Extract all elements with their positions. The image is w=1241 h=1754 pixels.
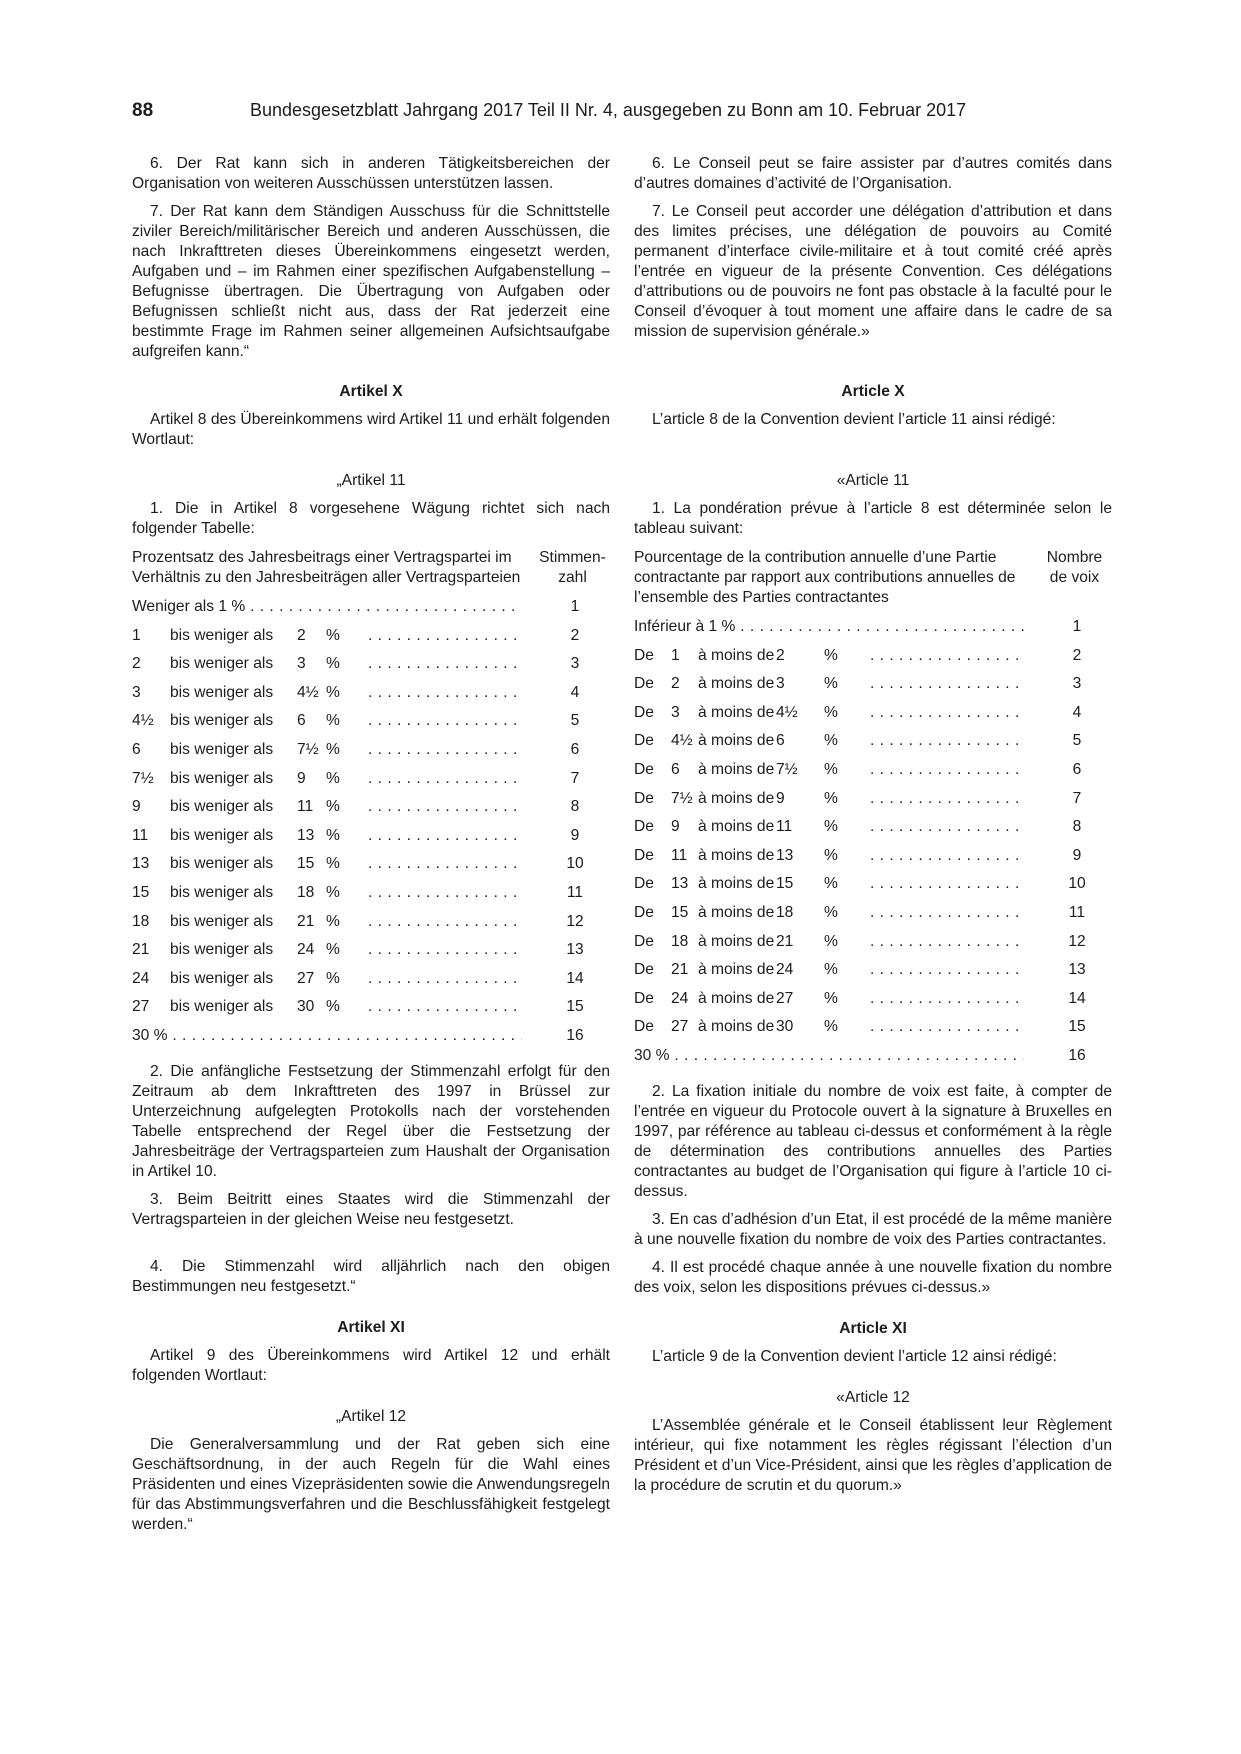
row-to: 24 [776,961,794,979]
row-de: De [634,703,654,721]
table-row [634,986,1112,1015]
de-article-11-heading: „Artikel 11 [336,472,406,489]
fr-article-11-paragraph-3: 3. En cas d’adhésion d’un Etat, il est procédé de la même manière à une nouvelle fixation du nombre de voix des Parties contractantes. [634,1210,1112,1248]
row-from: 1 [671,646,680,664]
row-to: 27 [776,989,794,1007]
de-article-xi-text: Artikel 9 des Übereinkommens wird Artikel 12 und erhält folgenden Wortlaut: [132,1346,610,1384]
row-from: 24 [671,989,689,1007]
fr-table-header [634,548,1112,608]
row-percent: % [326,626,340,644]
row-label: bis weniger als [170,769,274,787]
row-leader [368,769,522,789]
row-leader [870,703,1024,723]
row-label: bis weniger als [170,912,274,930]
row-votes: 16 [1068,1046,1086,1064]
row-from: 27 [132,998,150,1016]
french-column [634,154,1112,1496]
row-leader [870,817,1024,837]
row-percent: % [824,732,838,750]
row-votes: 11 [1068,903,1086,921]
row-leader [870,932,1024,952]
row-from: 4½ [132,712,154,730]
row-percent: % [326,883,340,901]
row-to: 9 [297,769,306,787]
row-leader [870,760,1024,780]
row-percent: % [326,712,340,730]
row-label: à moins de [698,846,775,864]
row-to: 3 [776,675,785,693]
row-leader [368,711,522,731]
fr-article-12-text: L’Assemblée générale et le Conseil établissent leur Règlement intérieur, qui fixe notamment les règles régissant l’élection d’un Président et d’un Vice-Président, ainsi que les règles d’application de la procédure de scrutin et du quorum.» [634,1416,1112,1494]
row-label: bis weniger als [170,712,274,730]
row-to: 21 [297,912,315,930]
row-from: 3 [132,683,141,701]
row-leader [368,654,522,674]
table-row [634,929,1112,958]
row-de: De [634,961,654,979]
de-article-12-text: Die Generalversammlung und der Rat geben sich eine Geschäftsordnung, in der auch Regeln für die Wahl eines Präsidenten und eines Vizepräsidenten sowie die Anwendungsregeln für das Abstimmungsverfahren und die Beschlussfähigkeit festgelegt werden.“ [132,1435,610,1533]
row-leader [368,740,522,760]
row-votes: 5 [1072,732,1082,750]
row-to: 6 [297,712,306,730]
running-title: Bundesgesetzblatt Jahrgang 2017 Teil II Nr. 4, ausgegeben zu Bonn am 10. Februar 2017 [250,100,967,120]
row-percent: % [824,932,838,950]
row-from: 9 [671,818,680,836]
row-leader [368,854,522,874]
row-percent: % [824,818,838,836]
row-leader [368,912,522,932]
row-votes: 9 [570,826,580,844]
row-from: 11 [671,846,688,864]
row-to: 9 [776,789,785,807]
row-from: 21 [132,941,150,959]
row-percent: % [824,760,838,778]
de-article-12-heading: „Artikel 12 [335,1407,407,1425]
row-from: 11 [132,826,149,844]
row-leader [368,883,522,903]
fr-article-x-heading: Article X [841,383,905,400]
row-label: bis weniger als [170,969,274,987]
row-label: bis weniger als [170,740,274,758]
row-to: 21 [776,932,794,950]
table-row [634,614,1112,643]
row-to: 24 [297,941,315,959]
row-to: 4½ [297,683,319,701]
de-vote-table [132,594,610,1052]
row-leader [368,940,522,960]
row-label: bis weniger als [170,826,274,844]
row-percent: % [326,855,340,873]
de-table-header-left: Prozentsatz des Jahresbeitrags einer Vertragspartei im Verhältnis zu den Jahresbeiträgen aller Vertragsparteien [132,549,521,586]
row-percent: % [824,675,838,693]
row-percent: % [824,789,838,807]
row-de: De [634,1018,654,1036]
table-row [132,594,610,623]
row-to: 2 [776,646,785,664]
row-votes: 7 [570,769,580,787]
row-to: 2 [297,626,306,644]
row-to: 15 [776,875,794,893]
row-to: 13 [776,846,794,864]
row-from: 7½ [132,769,154,787]
row-to: 7½ [776,760,798,778]
row-leader [368,997,522,1017]
row-to: 4½ [776,703,798,721]
row-votes: 3 [1072,675,1082,693]
row-label: à moins de [698,646,775,664]
row-label: 30 % . . . [132,1026,522,1046]
row-leader [870,789,1024,809]
row-votes: 15 [1068,1018,1086,1036]
row-to: 7½ [297,740,319,758]
table-row [634,643,1112,672]
row-from: 24 [132,969,150,987]
row-percent: % [326,683,340,701]
row-to: 6 [776,732,785,750]
row-votes: 8 [570,798,580,816]
row-label: à moins de [698,932,775,950]
row-label: à moins de [698,789,775,807]
row-percent: % [326,826,340,844]
row-votes: 2 [570,626,580,644]
de-table-header-right: Stimmenzahl [539,549,606,586]
row-leader [368,797,522,817]
table-row [634,728,1112,757]
table-row [132,880,610,909]
fr-paragraph-6: 6. Le Conseil peut se faire assister par d’autres comités dans d’autres domaines d’activité de l’Organisation. [634,155,1112,192]
row-percent: % [824,1018,838,1036]
row-leader [870,646,1024,666]
row-label: Weniger als 1 % . . . [132,597,522,617]
row-votes: 13 [1068,961,1086,979]
row-percent: % [326,912,340,930]
row-from: 6 [132,740,141,758]
row-votes: 2 [1072,646,1082,664]
row-percent: % [824,989,838,1007]
row-de: De [634,932,654,950]
row-from: 2 [132,655,141,673]
row-de: De [634,875,654,893]
row-label: 30 % . . . [634,1046,1024,1066]
row-de: De [634,646,654,664]
row-label: Inférieur à 1 % . . . [634,617,1024,637]
row-leader [870,874,1024,894]
row-de: De [634,903,654,921]
row-leader [368,626,522,646]
row-label: à moins de [698,1018,775,1036]
row-votes: 10 [566,855,584,873]
row-from: 9 [132,798,141,816]
row-percent: % [326,998,340,1016]
row-leader [870,989,1024,1009]
row-label: à moins de [698,760,775,778]
table-row [132,909,610,938]
row-de: De [634,789,654,807]
de-article-x-heading: Artikel X [339,383,403,400]
table-row [634,700,1112,729]
row-votes: 15 [566,998,584,1016]
fr-article-11-heading: «Article 11 [836,472,910,489]
row-percent: % [326,655,340,673]
fr-table-header-right: Nombre de voix [1046,549,1103,586]
row-label: bis weniger als [170,855,274,873]
table-row [132,651,610,680]
row-votes: 14 [566,969,584,987]
row-from: 2 [671,675,680,693]
table-row [634,900,1112,929]
row-label: bis weniger als [170,998,274,1016]
de-article-11-paragraph-2: 2. Die anfängliche Festsetzung der Stimmenzahl erfolgt für den Zeitraum ab dem Inkrafttreten des 1997 in Brüssel zur Unterzeichnung aufgelegten Protokolls nach der vorstehenden Tabelle entsprechend der Regel über die Festsetzung der Jahresbeiträge der Vertragsparteien zum Haushalt der Organisation in Artikel 10. [132,1062,610,1180]
row-percent: % [326,798,340,816]
row-votes: 12 [1068,932,1086,950]
row-percent: % [326,969,340,987]
table-row [132,851,610,880]
row-from: 15 [132,883,150,901]
row-label: bis weniger als [170,683,274,701]
row-percent: % [326,941,340,959]
row-votes: 7 [1072,789,1082,807]
fr-article-xi-text: L’article 9 de la Convention devient l’article 12 ainsi rédigé: [652,1347,1057,1365]
row-de: De [634,675,654,693]
row-leader [870,674,1024,694]
row-de: De [634,732,654,750]
row-from: 18 [132,912,150,930]
row-from: 4½ [671,732,693,750]
de-article-11-paragraph-3: 3. Beim Beitritt eines Staates wird die Stimmenzahl der Vertragsparteien in der gleichen Weise neu festgesetzt. [132,1190,610,1228]
table-row [634,843,1112,872]
row-votes: 5 [570,712,580,730]
row-votes: 13 [566,941,584,959]
page-header [132,100,1112,130]
table-row [132,680,610,709]
row-label: à moins de [698,989,775,1007]
row-from: 7½ [671,789,693,807]
row-label: à moins de [698,875,775,893]
row-percent: % [824,961,838,979]
row-label: bis weniger als [170,941,274,959]
fr-article-11-paragraph-2: 2. La fixation initiale du nombre de voix est faite, à compter de l’entrée en vigueur du Protocole ouvert à la signature à Bruxelles en 1997, par référence au tableau ci-dessus et conformément à la règle de détermination des contributions annuelles des Parties contractantes au budget de l’Organisation qui figure à l’article 10 ci-dessus. [634,1082,1112,1200]
row-label: bis weniger als [170,626,274,644]
row-votes: 9 [1072,846,1082,864]
de-paragraph-6: 6. Der Rat kann sich in anderen Tätigkeitsbereichen der Organisation von weiteren Ausschüssen unterstützen lassen. [132,155,610,192]
row-leader [368,969,522,989]
row-from: 18 [671,932,689,950]
table-row [634,1014,1112,1043]
row-votes: 3 [570,655,580,673]
row-from: 13 [671,875,689,893]
row-to: 18 [297,883,315,901]
row-from: 21 [671,961,689,979]
row-to: 30 [776,1018,794,1036]
fr-paragraph-7: 7. Le Conseil peut accorder une délégation d’attribution et dans des limites précises, une délégation de pouvoirs au Comité permanent d’interface civile-militaire et à tout comité créé après l’entrée en vigueur de la présente Convention. Ces délégations d’attributions ou de pouvoirs ne font pas obstacle à la faculté pour le Conseil d’évoquer à tout moment une affaire dans le cadre de sa mission de supervision générale.» [634,203,1112,340]
row-to: 15 [297,855,315,873]
fr-article-xi-heading: Article XI [839,1319,907,1337]
row-de: De [634,846,654,864]
page-number: 88 [132,100,154,121]
row-leader [870,1017,1024,1037]
german-column [132,154,610,1535]
row-label: à moins de [698,818,775,836]
table-row [634,957,1112,986]
table-row [634,1043,1112,1072]
table-row [634,757,1112,786]
de-article-11-paragraph-4: 4. Die Stimmenzahl wird alljährlich nach den obigen Bestimmungen neu festgesetzt.“ [132,1257,610,1295]
table-row [634,671,1112,700]
row-to: 3 [297,655,306,673]
row-votes: 16 [566,1026,584,1044]
fr-article-11-paragraph-1: 1. La pondération prévue à l’article 8 est déterminée selon le tableau suivant: [634,500,1112,537]
table-row [132,966,610,995]
row-from: 1 [132,626,141,644]
table-row [634,871,1112,900]
row-label: bis weniger als [170,655,274,673]
de-article-xi-heading: Artikel XI [337,1318,405,1336]
fr-article-x-text: L’article 8 de la Convention devient l’article 11 ainsi rédigé: [652,411,1056,428]
row-to: 30 [297,998,315,1016]
row-votes: 14 [1068,989,1086,1007]
row-votes: 11 [566,883,584,901]
row-to: 27 [297,969,315,987]
row-leader [870,731,1024,751]
row-votes: 1 [570,598,580,615]
row-label: à moins de [698,732,775,750]
table-row [132,623,610,652]
row-to: 18 [776,903,794,921]
row-leader [870,903,1024,923]
row-from: 6 [671,760,680,778]
row-votes: 4 [570,683,580,701]
row-percent: % [824,875,838,893]
table-row [132,937,610,966]
row-from: 3 [671,703,680,721]
row-votes: 10 [1068,875,1086,893]
table-row [132,794,610,823]
table-row [132,708,610,737]
row-leader [368,826,522,846]
row-leader [870,846,1024,866]
de-article-11-paragraph-1: 1. Die in Artikel 8 vorgesehene Wägung richtet sich nach folgender Tabelle: [132,500,610,537]
de-table-header [132,548,610,588]
row-votes: 12 [566,912,584,930]
row-label: bis weniger als [170,883,274,901]
row-from: 15 [671,903,689,921]
row-percent: % [326,740,340,758]
table-row [634,814,1112,843]
row-percent: % [326,769,340,787]
row-leader [870,960,1024,980]
row-de: De [634,818,654,836]
row-label: à moins de [698,675,775,693]
row-from: 27 [671,1018,689,1036]
row-label: bis weniger als [170,798,274,816]
table-row [132,1023,610,1052]
fr-vote-table [634,614,1112,1072]
row-label: à moins de [698,703,775,721]
row-votes: 1 [1072,618,1082,635]
de-paragraph-7: 7. Der Rat kann dem Ständigen Ausschuss für die Schnittstelle ziviler Bereich/militärischer Bereich und anderen Ausschüssen, die nach Inkrafttreten dieses Übereinkommens eingesetzt werden, Aufgaben und – im Rahmen einer spezifischen Aufgabenstellung – Befugnisse übertragen. Die Übertragung von Aufgaben oder Befugnissen schließt nicht aus, dass der Rat jederzeit eine bestimmte Frage im Rahmen seiner allgemeinen Aufsichtsaufgabe aufgreifen kann.“ [132,203,610,360]
row-votes: 6 [1072,760,1082,778]
row-percent: % [824,703,838,721]
table-row [132,737,610,766]
row-to: 11 [297,798,314,816]
de-article-x-text: Artikel 8 des Übereinkommens wird Artikel 11 und erhält folgenden Wortlaut: [132,411,610,448]
table-row [132,994,610,1023]
row-de: De [634,760,654,778]
fr-article-12-heading: «Article 12 [836,1388,910,1406]
row-to: 13 [297,826,315,844]
fr-article-11-paragraph-4: 4. Il est procédé chaque année à une nouvelle fixation du nombre des voix, selon les dispositions prévues ci-dessus.» [634,1258,1112,1296]
row-leader [368,683,522,703]
row-label: à moins de [698,961,775,979]
row-votes: 6 [570,740,580,758]
row-de: De [634,989,654,1007]
row-to: 11 [776,818,793,836]
row-from: 13 [132,855,150,873]
row-percent: % [824,903,838,921]
row-votes: 8 [1072,818,1082,836]
row-percent: % [824,646,838,664]
table-row [132,766,610,795]
row-label: à moins de [698,903,775,921]
row-percent: % [824,846,838,864]
fr-table-header-left: Pourcentage de la contribution annuelle d’une Partie contractante par rapport aux contributions annuelles de l’ensemble des Parties contractantes [634,549,1016,606]
row-votes: 4 [1072,703,1082,721]
table-row [132,823,610,852]
table-row [634,786,1112,815]
